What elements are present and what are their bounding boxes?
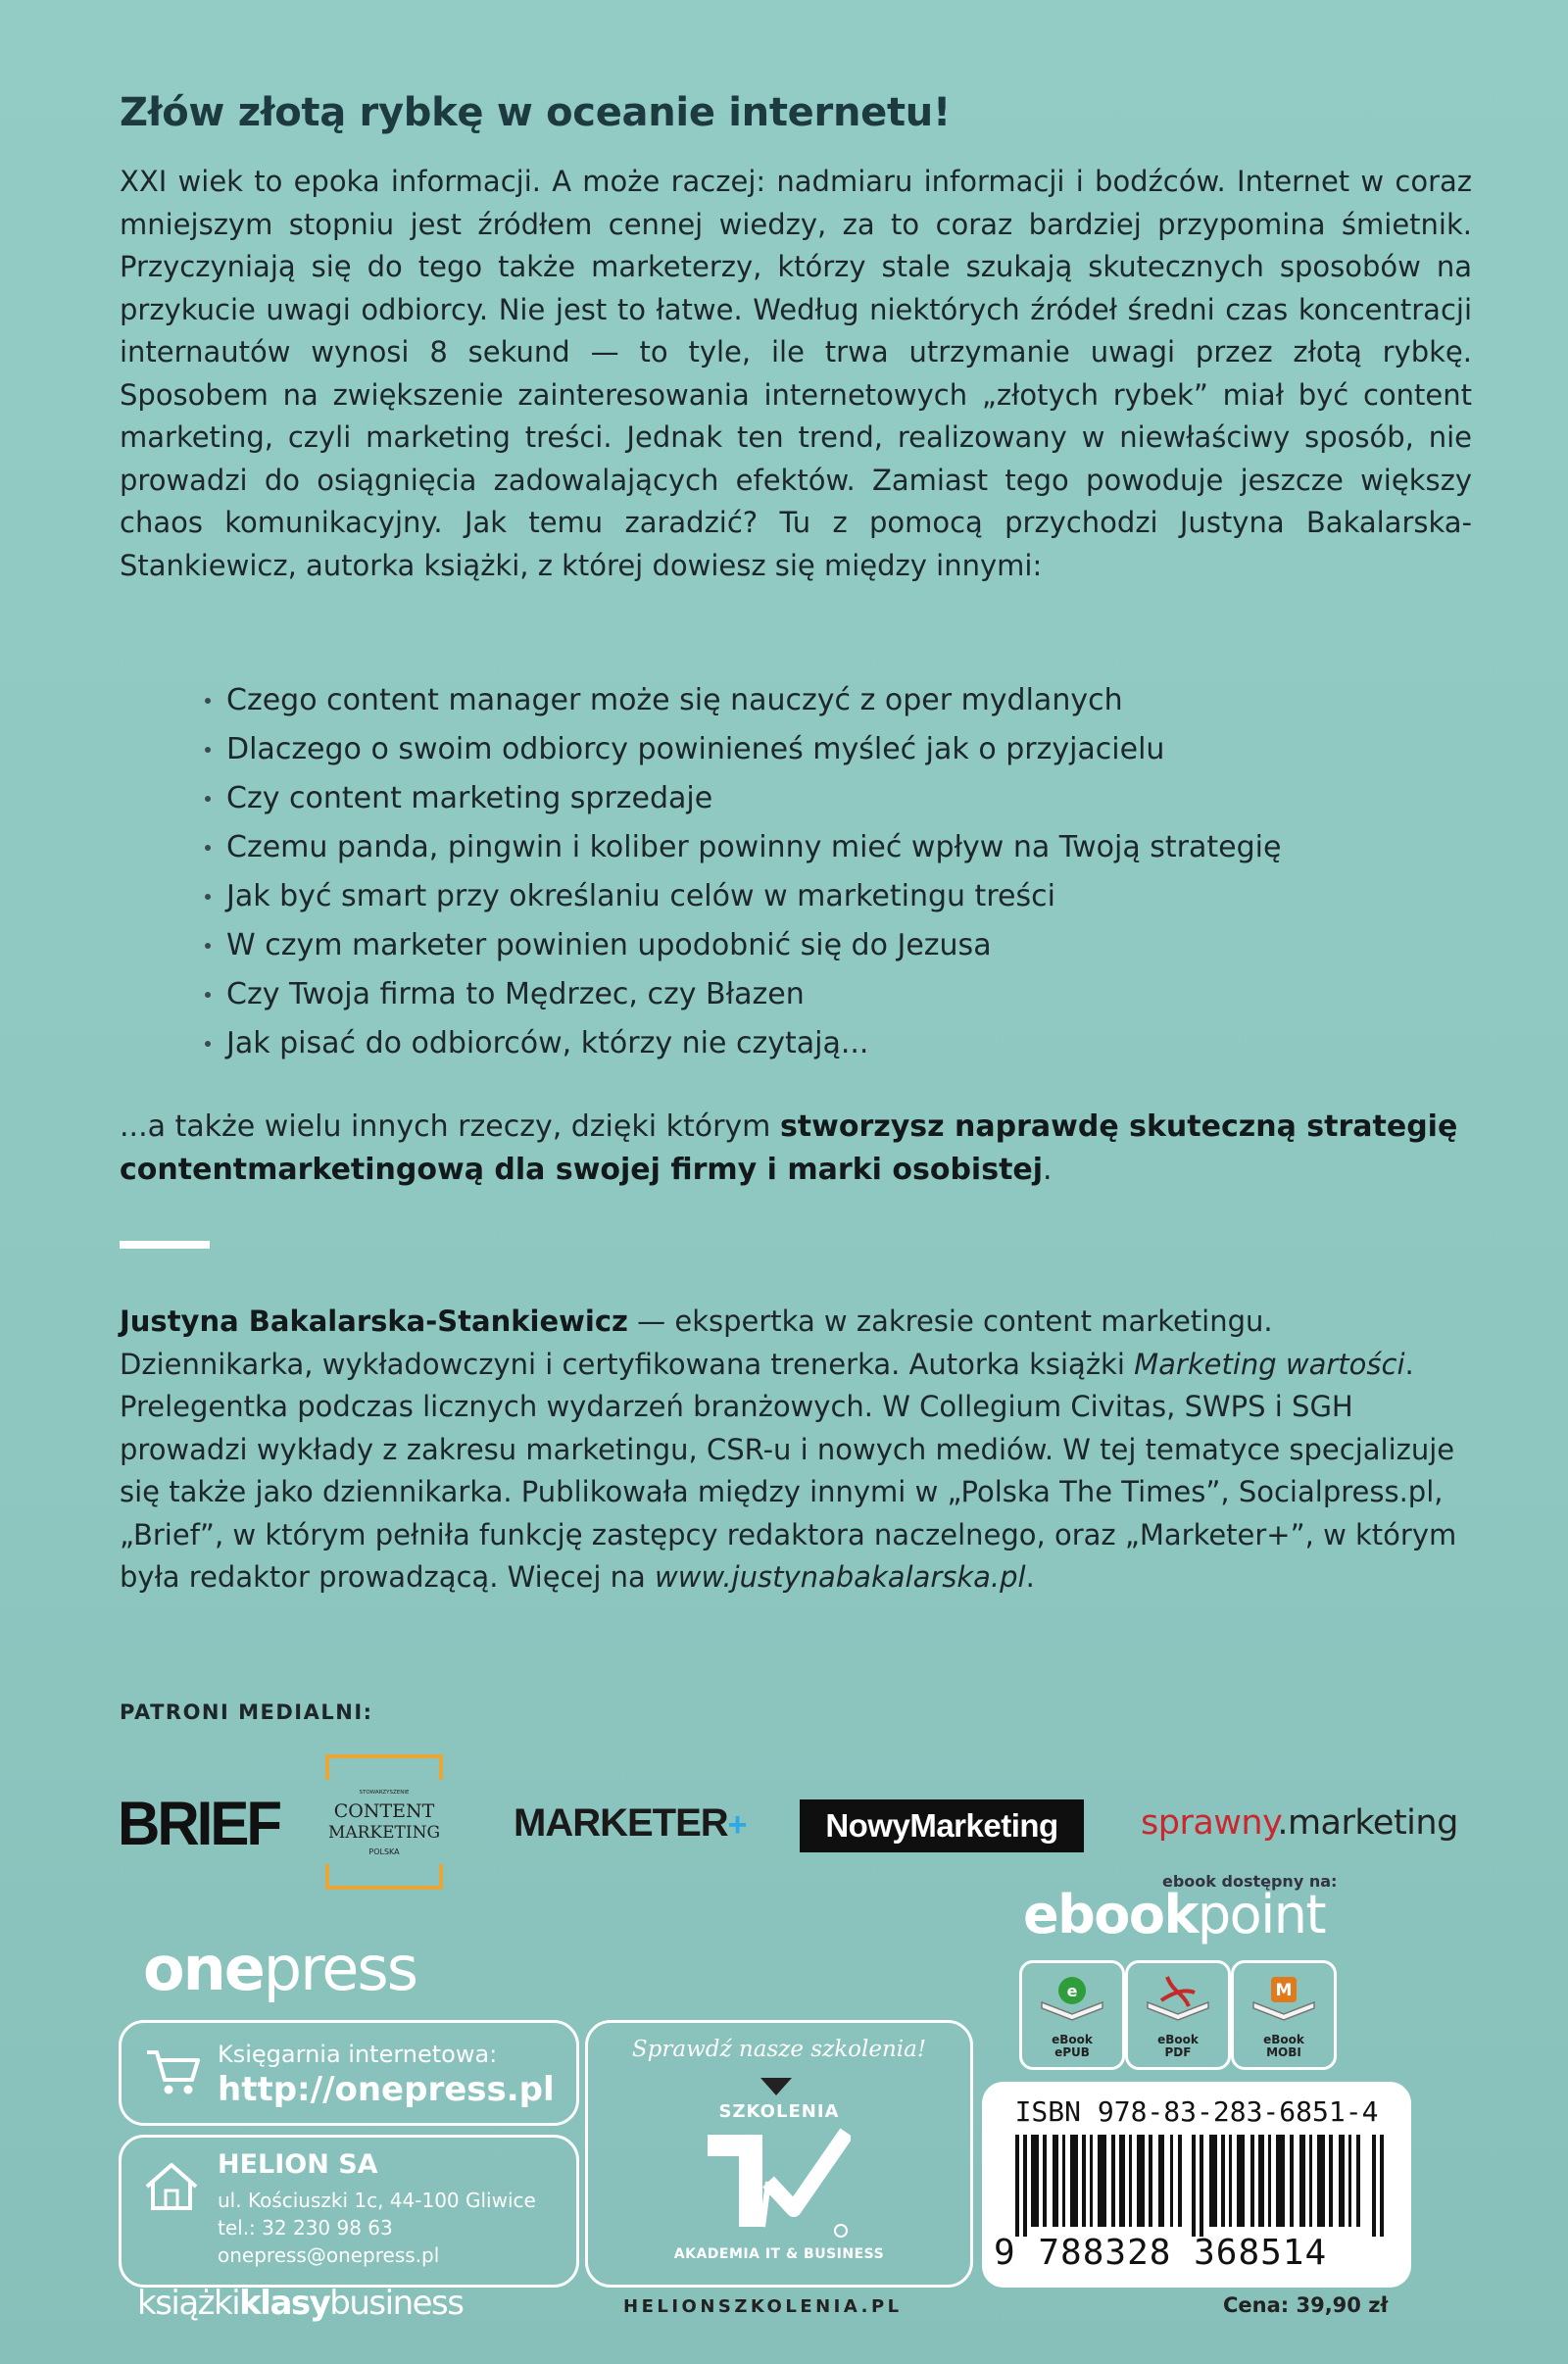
epub-icon (1022, 1963, 1122, 2032)
ean-mid: 788328 (1038, 2233, 1172, 2273)
epub-format-badge (1019, 1960, 1125, 2070)
mobi-tag (1234, 2034, 1334, 2059)
cm-logo-line2: MARKETING (327, 1823, 441, 1843)
divider (120, 1241, 210, 1249)
isbn-number: ISBN 978-83-283-6851-4 (1014, 2095, 1379, 2128)
summary-bold: stworzysz naprawdę skuteczną strategię contentmarketingową dla swojej firmy i marki osobistej (120, 1109, 1458, 1187)
training-tagline: Sprawdź nasze szkolenia! (631, 2037, 927, 2062)
nowy-marketing-logo: NowyMarketing (800, 1799, 1084, 1852)
cm-logo-small-text: STOWARZYSZENIE (359, 1790, 410, 1796)
ean-left: 9 (994, 2233, 1016, 2273)
ebookpoint-logo-part2: point (1197, 1884, 1326, 1945)
series-part2: klasy (239, 2284, 330, 2323)
author-name: Justyna Bakalarska-Stankiewicz (120, 1305, 628, 1338)
training-label: SZKOLENIA (718, 2101, 840, 2122)
list-item: Dlaczego o swoim odbiorcy powinieneś myśleć jak o przyjacielu (201, 725, 1281, 774)
publisher-contact-box (119, 2135, 579, 2288)
bio-text-1: — ekspertka w zakresie content marketingu. Dziennikarka, wykładowczyni i certyfikowana trenerka. Autorka książki (120, 1305, 1273, 1381)
book-title: Marketing wartości (1134, 1347, 1405, 1381)
mobi-name: MOBI (1266, 2045, 1301, 2059)
epub-small: eBook (1052, 2033, 1093, 2046)
cm-logo-line1: CONTENT (333, 1800, 435, 1822)
list-item: Jak być smart przy określaniu celów w marketingu treści (201, 872, 1281, 921)
bio-end: . (1025, 1560, 1035, 1594)
svg-text:M: M (1275, 1981, 1293, 2000)
bookstore-url[interactable]: http://onepress.pl (218, 2070, 555, 2109)
onepress-logo-part1: one (143, 1933, 264, 2004)
publisher-address: ul. Kościuszki 1c, 44-100 Gliwice (218, 2189, 536, 2212)
training-academy: AKADEMIA IT & BUSINESS (673, 2246, 885, 2262)
ebook-available-note: ebook dostępny na: (1162, 1872, 1338, 1891)
epub-name: ePUB (1054, 2045, 1090, 2059)
pdf-name: PDF (1164, 2045, 1192, 2059)
ean-digits (994, 2233, 1327, 2273)
training-logo-icon (704, 2127, 851, 2242)
pdf-tag (1128, 2034, 1228, 2059)
summary-end: . (1043, 1153, 1053, 1187)
ean-right: 368514 (1194, 2233, 1328, 2273)
bookstore-label: Księgarnia internetowa: (218, 2041, 498, 2068)
online-bookstore-box (119, 2020, 579, 2126)
pdf-small: eBook (1157, 2033, 1199, 2046)
training-website[interactable]: HELIONSZKOLENIA.PL (623, 2296, 903, 2317)
mobi-icon (1234, 1963, 1334, 2032)
pdf-icon (1128, 1963, 1228, 2032)
list-item: Czy Twoja firma to Mędrzec, czy Błazen (201, 970, 1281, 1019)
sprawny-logo-part1: sprawny (1141, 1803, 1278, 1843)
publisher-phone: tel.: 32 230 98 63 (218, 2216, 393, 2240)
pdf-format-badge (1125, 1960, 1231, 2070)
onepress-logo-part2: press (263, 1933, 417, 2004)
author-bio (120, 1301, 1472, 1600)
svg-text:e: e (1066, 1982, 1078, 2000)
isbn-barcode (982, 2082, 1411, 2288)
list-item: Czemu panda, pingwin i koliber powinny mieć wpływ na Twoją strategię (201, 823, 1281, 872)
marketer-plus-logo (514, 1801, 747, 1846)
series-logo (137, 2284, 463, 2323)
list-item: Jak pisać do odbiorców, którzy nie czytają... (201, 1019, 1281, 1068)
ebookpoint-logo (1023, 1884, 1325, 1945)
ebookpoint-logo-part1: ebook (1023, 1884, 1198, 1945)
mobi-format-badge (1231, 1960, 1337, 2070)
down-arrow-icon (759, 2076, 794, 2097)
onepress-logo (143, 1933, 416, 2004)
topics-list (201, 676, 1281, 1068)
intro-paragraph: XXI wiek to epoka informacji. A może raczej: nadmiaru informacji i bodźców. Internet w coraz mniejszym stopniu jest źródłem cennej wiedzy, za to coraz bardziej przypomina śmietnik. Przyczyniają się do tego także marketerzy, którzy stale szukają skutecznych sposobów na przykucie uwagi odbiorcy. Nie jest to łatwe. Według niektórych źródeł średni czas koncentracji internautów wynosi 8 sekund — to tyle, ile trwa utrzymanie uwagi przez złotą rybkę. Sposobem na zwiększenie zainteresowania internetowych „złotych rybek” miał być content marketing, czyli marketing treści. Jednak ten trend, realizowany w niewłaściwy sposób, nie prowadzi do osiągnięcia zadowalających efektów. Zamiast tego powoduje jeszcze większy chaos komunikacyjny. Jak temu zaradzić? Tu z pomocą przychodzi Justyna Bakalarska-Stankiewicz, autorka książki, z której dowiesz się między innymi: (120, 165, 1472, 582)
cm-logo-line3: POLSKA (368, 1847, 400, 1856)
brief-logo: BRIEF (118, 1789, 279, 1858)
marketer-logo-text: MARKETER (514, 1801, 728, 1845)
summary-paragraph (120, 1106, 1472, 1192)
publisher-email[interactable]: onepress@onepress.pl (218, 2243, 440, 2267)
series-part3: business (329, 2284, 464, 2323)
summary-lead: ...a także wielu innych rzeczy, dzięki którym (120, 1109, 780, 1144)
sprawny-marketing-logo (1141, 1803, 1458, 1843)
list-item: Czego content manager może się nauczyć z oper mydlanych (201, 676, 1281, 725)
list-item: W czym marketer powinien upodobnić się do Jezusa (201, 921, 1281, 970)
mobi-small: eBook (1263, 2033, 1304, 2046)
list-item: Czy content marketing sprzedaje (201, 774, 1281, 823)
sprawny-logo-part2: .marketing (1277, 1803, 1458, 1843)
bio-text-2: . Prelegentka podczas licznych wydarzeń branżowych. W Collegium Civitas, SWPS i SGH prowadzi wykłady z zakresu marketingu, CSR-u i nowych mediów. W tej tematyce specjalizuje się także jako dziennikarka. Publikowała między innymi w „Polska The Times”, Socialpress.pl, „Brief”, w którym pełniła funkcję zastępcy redaktora naczelnego, oraz „Marketer+”, w którym była redaktor prowadzącą. Więcej na (120, 1347, 1457, 1594)
price-label: Cena: 39,90 zł (1223, 2293, 1389, 2317)
epub-tag (1022, 2034, 1122, 2059)
series-part1: książki (137, 2284, 240, 2323)
house-icon (141, 2157, 202, 2214)
marketer-logo-plus: + (727, 1806, 747, 1844)
barcode-bars (1015, 2135, 1388, 2237)
shopping-cart-icon (143, 2044, 202, 2099)
content-marketing-polska-logo (325, 1754, 443, 1890)
author-website: www.justynabakalarska.pl (655, 1560, 1026, 1594)
page-title: Złów złotą rybkę w oceanie internetu! (120, 90, 951, 135)
publisher-name: HELION SA (218, 2149, 378, 2180)
training-box (585, 2020, 973, 2288)
media-patrons-label: PATRONI MEDIALNI: (120, 1700, 373, 1724)
